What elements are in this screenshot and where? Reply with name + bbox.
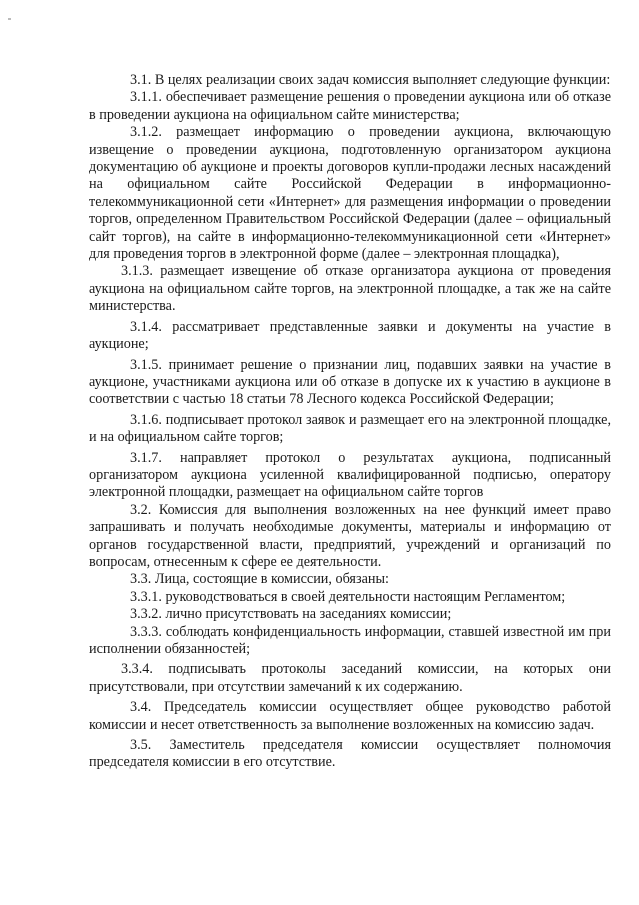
clause-3-1-6: 3.1.6. подписывает протокол заявок и размещает его на электронной площадке, и на официальном сайте торгов; [89,411,611,446]
clause-3-1-5: 3.1.5. принимает решение о признании лиц, подавших заявки на участие в аукционе, участниками аукциона или об отказе в допуске их к участию в аукционе в соответствии с частью 18 статьи 78 Лесного кодекса Российской Федерации; [89,356,611,408]
clause-3-1-4: 3.1.4. рассматривает представленные заявки и документы на участие в аукционе; [89,318,611,353]
clause-3-5: 3.5. Заместитель председателя комиссии осуществляет полномочия председателя комиссии в его отсутствие. [89,737,611,771]
clause-3-2: 3.2. Комиссия для выполнения возложенных на нее функций имеет право запрашивать и получать необходимые документы, материалы и информацию от органов государственной власти, предприятий, учреждений и организаций по вопросам, отнесенным к сфере ее деятельности. [89,501,611,570]
clause-3-1-2: 3.1.2. размещает информацию о проведении аукциона, включающую извещение о проведении аукциона, подготовленную организатором аукциона документацию об аукционе и проекты договоров купли-продажи лесных насаждений на официальном сайте Российской Федерации в информационно-телекоммуникационной сети «Интернет» для размещения информации о проведении торгов, определенном Правительством Российской Федерации (далее – официальный сайт торгов), на сайте в информационно-телекоммуникационной сети «Интернет» для проведения торгов в электронной форме (далее – электронная площадка), [89,124,611,263]
clause-3-1-7: 3.1.7. направляет протокол о результатах аукциона, подписанный организатором аукциона усиленной квалифицированной подписью, оператору электронной площадки, размещает на официальном сайте торгов [89,449,611,501]
scan-mark [8,18,11,20]
clause-3-1: 3.1. В целях реализации своих задач комиссия выполняет следующие функции: [130,72,611,88]
document-body [89,72,611,772]
clause-3-3-4: 3.3.4. подписывать протоколы заседаний комиссии, на которых они присутствовали, при отсутствии замечаний к их содержанию. [89,661,611,695]
clause-3-4: 3.4. Председатель комиссии осуществляет общее руководство работой комиссии и несет ответственность за выполнение возложенных на комиссию задач. [89,699,611,733]
clause-3-3-2: 3.3.2. лично присутствовать на заседаниях комиссии; [130,606,452,623]
clause-3-3-3: 3.3.3. соблюдать конфиденциальность информации, ставшей известной им при исполнении обязанностей; [89,623,611,657]
clause-3-1-3: 3.1.3. размещает извещение об отказе организатора аукциона от проведения аукциона на официальном сайте торгов, на электронной площадке, а так же на сайте министерства. [89,263,611,315]
clause-3-3-1: 3.3.1. руководствоваться в своей деятельности настоящим Регламентом; [130,588,566,605]
clause-3-3: 3.3. Лица, состоящие в комиссии, обязаны: [130,571,389,588]
clause-3-1-1: 3.1.1. обеспечивает размещение решения о проведении аукциона или об отказе в проведении аукциона на официальном сайте министерства; [89,89,611,123]
